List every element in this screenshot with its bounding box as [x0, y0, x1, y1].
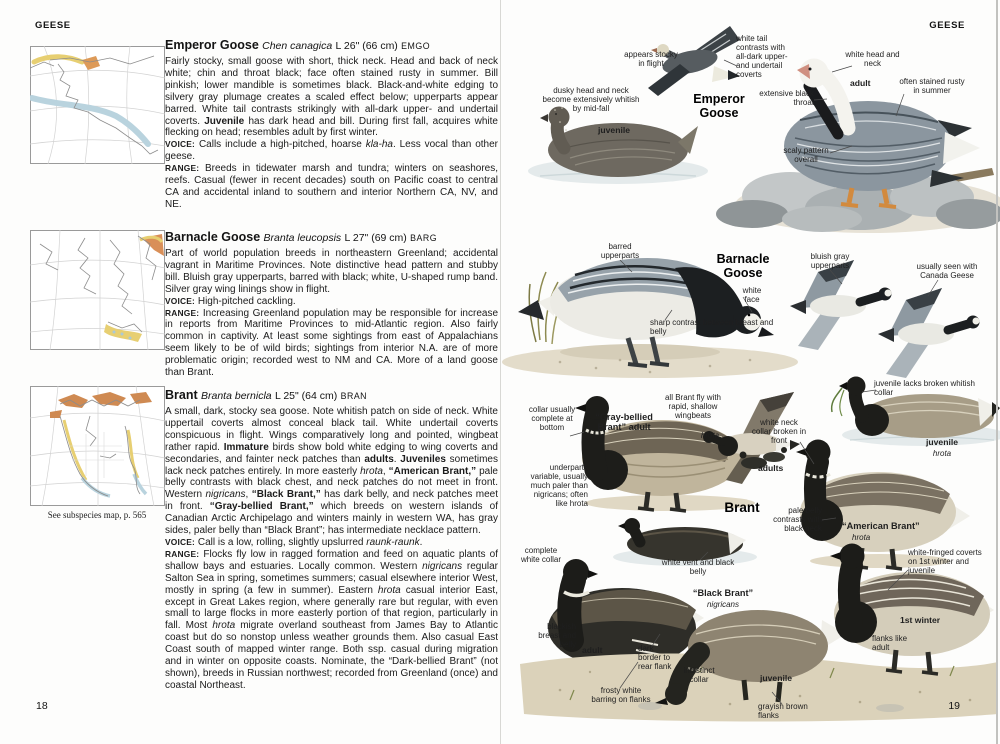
- range-map-brant: [30, 386, 165, 511]
- plate-label-barnacle-goose: Barnacle Goose: [716, 252, 770, 281]
- plate-page: [500, 0, 1000, 744]
- species-name: Emperor Goose: [165, 38, 259, 52]
- map-caption: See subspecies map, p. 565: [47, 510, 147, 520]
- voice-paragraph: VOICE: High-pitched cackling.: [165, 295, 296, 307]
- species-entry-brant: [165, 388, 498, 692]
- label-appears-stocky: appears stocky in flight: [624, 50, 678, 69]
- label-black-brant: “Black Brant”: [692, 588, 754, 598]
- label-barred-upperparts: barred upperparts: [600, 242, 640, 261]
- right-running-header: GEESE: [929, 20, 965, 31]
- label-sharp-contrast: sharp contrast between breast and belly: [650, 318, 774, 337]
- label-pale-belly: pale belly contrasts with black neck: [773, 506, 822, 534]
- label-white-head: white head and neck: [845, 50, 900, 69]
- label-complete-collar: complete white collar: [520, 546, 561, 565]
- label-juvenile-emperor: juvenile: [598, 125, 630, 135]
- left-running-header: GEESE: [35, 20, 71, 31]
- label-black-throat: extensive black throat: [759, 89, 814, 108]
- label-grayish-flanks: grayish brown flanks: [758, 702, 808, 721]
- species-description: A small, dark, stocky sea goose. Note whitish patch on side of neck. White uppertail coverts almost conceal black tail. White undertail coverts conspicuous in flight. Wings comparatively long and pointed, wingbeat rather rapid. Immature birds show bold white edging to wing coverts and secondaries, and fainter neck patches than adults. Juveniles sometimes lack neck patches entirely. In more easterly hrota, “American Brant,” pale belly contrasts with black chest, and neck patches do not meet in front. Western nigricans, “Black Brant,” has dark belly, and neck patches meet in front. “Gray-bellied Brant,” which breeds on western islands of Canadian Arctic Archipelago and winters mainly in western WA, has gray sides, paler belly than “Black Brant”; has intermediate necklace pattern.: [165, 406, 499, 537]
- label-blackish-breast: blackish breast and belly: [538, 622, 576, 650]
- label-juvenile-lacks-collar: juvenile lacks broken whitish collar: [874, 379, 975, 398]
- species-size: L 27" (69 cm): [344, 232, 407, 244]
- label-collar-complete: collar usually complete at bottom: [528, 405, 576, 433]
- species-code: EMGO: [401, 41, 431, 51]
- voice-paragraph: VOICE: Call is a low, rolling, slightly upslurred raunk-raunk.: [165, 536, 423, 548]
- species-heading: [165, 38, 498, 53]
- left-page-number: 18: [36, 700, 48, 712]
- range-map-emperor-goose: [30, 46, 165, 169]
- label-hrota-flying: hrota: [700, 431, 720, 440]
- species-heading: [165, 230, 498, 245]
- range-paragraph: RANGE: Breeds in tidewater marsh and tundra; winters on seashores, reefs. Casual (fewer in recent decades) south on Pacific coast to central CA and accidental inland to southern and interior Northern CA, NV, and NE.: [165, 163, 498, 210]
- species-size: L 25" (64 cm): [274, 390, 338, 402]
- label-fly-wingbeats: all Brant fly with rapid, shallow wingbeats: [664, 393, 722, 421]
- label-indistinct-collar: indistinct collar: [683, 666, 715, 685]
- label-adults: adults: [758, 463, 784, 473]
- species-name: Barnacle Goose: [165, 230, 261, 244]
- label-frosty-barring: frosty white barring on flanks: [591, 686, 651, 705]
- species-code: BRAN: [340, 391, 368, 401]
- label-dark-border: dark border to rear flank: [638, 644, 672, 672]
- label-white-face: white face: [742, 286, 762, 305]
- species-size: L 26" (66 cm): [335, 40, 398, 52]
- scientific-name: Chen canagica: [262, 40, 333, 52]
- range-paragraph: RANGE: Increasing Greenland population may be responsible for increase in reports from Maritime Provinces to mid-Atlantic region. Also fairly common in captivity. At least some sightings from east of Appalachians seem likely to be of wild birds; sightings from interior N.A. are of more problematic origin; recorded west to NM and CA. More of a land goose than Brant.: [165, 307, 499, 379]
- label-hrota-swimming: hrota: [932, 449, 952, 458]
- plate-label-emperor-goose: Emperor Goose: [693, 92, 745, 121]
- label-white-fringed: white-fringed coverts on 1st winter and juvenile: [908, 548, 982, 576]
- label-american-brant: “American Brant”: [842, 521, 920, 531]
- scientific-name: Branta bernicla: [201, 390, 272, 402]
- species-heading: [165, 388, 498, 403]
- label-white-vent: white vent and black belly: [661, 558, 735, 577]
- label-dusky-head: dusky head and neck become extensively whitish by mid-fall: [542, 86, 640, 114]
- label-nigricans: nigricans: [706, 600, 739, 609]
- range-map-barnacle-goose: [30, 230, 165, 355]
- species-description: Fairly stocky, small goose with short, thick neck. Head and back of neck white; chin and throat black; face often stained rusty in summer. Bill pinkish; lower mandible is sometimes black. Black-and-white edging to silvery gray plumage creates a scaled effect below; upperparts appear barred. White tail contrasts strikingly with all-dark upper- and undertail coverts. Juvenile has dark head and bill. During first fall, acquires white flecking on head; resembles adult by first winter.: [165, 56, 498, 139]
- page-edge: [996, 0, 998, 744]
- label-flanks-like-adult: flanks like adult: [872, 634, 908, 653]
- species-code: BARG: [410, 233, 438, 243]
- label-juvenile-hrota: juvenile: [926, 437, 958, 447]
- label-adult-black-brant: adult: [582, 645, 603, 655]
- species-entry-barnacle-goose: [165, 230, 498, 379]
- label-hrota-american: hrota: [852, 533, 871, 542]
- label-gray-bellied-brant: “Gray-bellied Brant” adult: [595, 412, 653, 433]
- species-description: Part of world population breeds in northeastern Greenland; accidental vagrant in Maritime Provinces. Note distinctive head pattern and stubby bill. Bluish gray upperparts, barred with black; white, U-shaped rump band. Silver gray wing linings show in flight.: [165, 248, 498, 295]
- range-paragraph: RANGE: Flocks fly low in ragged formation and feed on aquatic plants of shallow bays and estuaries. Locally common. Western nigricans regular Salton Sea in spring, sometimes summers; casual elsewhere interior West, mostly in spring (a few in summer). Eastern hrota casual interior East, except in Great Lakes region, where generally rare but regular, with even small to large flocks in more easterly portion of that region, particularly in fall. Most hrota migrate overland southeast from James Bay to Atlantic coast but do so nonstop unless weather grounds them. Also casual East Coast south of mapped winter range. Both ssp. casual during migration and in winter on opposite coasts. Nominate, the “Dark-bellied Brant” (not shown), breeds in Russian northwest; recorded from Greenland (once) and coastal Northeast.: [165, 548, 499, 691]
- label-adult-emperor: adult: [850, 78, 871, 88]
- plate-label-brant: Brant: [724, 500, 760, 515]
- label-underparts-variable: underparts variable, usually much paler than nigricans; often like hrota: [530, 463, 588, 509]
- label-first-winter: 1st winter: [900, 615, 941, 625]
- scientific-name: Branta leucopsis: [263, 232, 342, 244]
- label-canada-geese: usually seen with Canada Geese: [916, 262, 978, 281]
- label-white-neck-collar: white neck collar broken in front: [751, 418, 807, 446]
- species-entry-emperor-goose: [165, 38, 498, 211]
- label-juvenile-feeding: juvenile: [760, 673, 792, 683]
- label-white-tail: white tail contrasts with all-dark upper- and undertail coverts: [736, 34, 788, 80]
- species-name: Brant: [165, 388, 198, 402]
- page-gutter: [500, 0, 501, 744]
- right-page-number: 19: [948, 700, 960, 712]
- label-scaly-pattern: scaly pattern overall: [783, 146, 829, 165]
- voice-paragraph: VOICE: Calls include a high-pitched, hoarse kla-ha. Less vocal than other geese.: [165, 139, 498, 163]
- label-bluish-gray: bluish gray upperparts: [810, 252, 850, 271]
- emperor-juvenile-illustration: [528, 107, 708, 185]
- label-stained-rusty: often stained rusty in summer: [899, 77, 965, 96]
